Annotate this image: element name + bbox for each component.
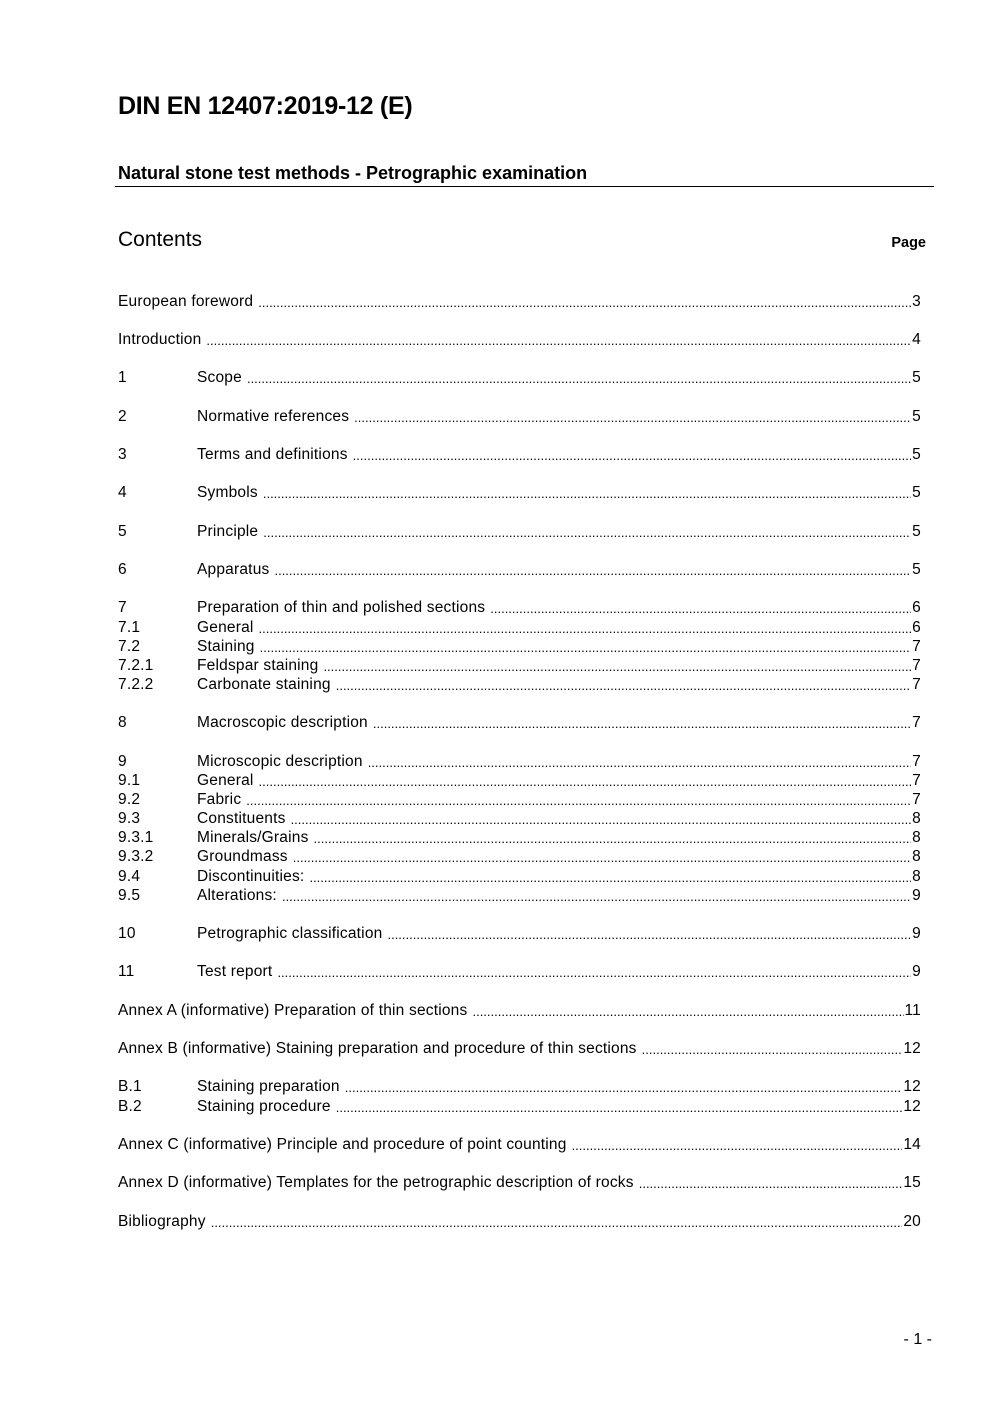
- toc-entry[interactable]: [118, 368, 921, 387]
- toc-entry-number: 4: [118, 484, 127, 501]
- title-underline: [115, 186, 934, 187]
- document-id-heading: DIN EN 12407:2019-12 (E): [118, 92, 413, 120]
- toc-dot-leader: [282, 888, 911, 905]
- toc-entry-page: 11: [904, 1002, 921, 1019]
- toc-dot-leader: [263, 524, 911, 541]
- toc-dot-leader: [336, 1099, 903, 1116]
- toc-entry-page: 5: [912, 408, 921, 425]
- toc-entry[interactable]: [118, 924, 921, 943]
- toc-dot-leader: [314, 830, 912, 847]
- page-column-label: Page: [891, 235, 926, 251]
- toc-entry-number: 9.3.1: [118, 829, 154, 846]
- toc-entry[interactable]: [118, 1135, 921, 1154]
- toc-dot-leader: [247, 370, 911, 387]
- toc-entry-title: Staining preparation: [197, 1078, 340, 1095]
- toc-entry[interactable]: [118, 1097, 921, 1116]
- toc-entry-title: Symbols: [197, 484, 258, 501]
- toc-dot-leader: [309, 869, 911, 886]
- toc-entry[interactable]: [118, 886, 921, 905]
- toc-entry-number: 9.4: [118, 868, 141, 885]
- toc-entry-title: Petrographic classification: [197, 925, 383, 942]
- toc-dot-leader: [336, 677, 911, 694]
- toc-entry-title: Annex C (informative) Principle and procedure of point counting: [118, 1136, 567, 1153]
- toc-entry[interactable]: [118, 790, 921, 809]
- toc-entry-page: 6: [912, 619, 921, 636]
- toc-entry-page: 8: [912, 829, 921, 846]
- toc-entry-number: 7.1: [118, 619, 141, 636]
- toc-entry-page: 5: [912, 446, 921, 463]
- toc-entry-title: General: [197, 772, 254, 789]
- toc-entry[interactable]: [118, 771, 921, 790]
- toc-dot-leader: [211, 1214, 903, 1231]
- toc-entry[interactable]: [118, 962, 921, 981]
- toc-entry-page: 8: [912, 848, 921, 865]
- toc-entry-page: 7: [912, 772, 921, 789]
- toc-entry-title: European foreword: [118, 293, 254, 310]
- toc-entry-number: 8: [118, 714, 127, 731]
- toc-entry-page: 12: [903, 1078, 921, 1095]
- toc-entry[interactable]: [118, 752, 921, 771]
- toc-entry-page: 7: [912, 791, 921, 808]
- toc-entry-number: 7.2.2: [118, 676, 154, 693]
- toc-dot-leader: [293, 849, 911, 866]
- toc-entry-number: 5: [118, 523, 127, 540]
- toc-entry[interactable]: [118, 522, 921, 541]
- toc-entry-page: 7: [912, 714, 921, 731]
- toc-entry-title: Apparatus: [197, 561, 270, 578]
- toc-entry[interactable]: [118, 330, 921, 349]
- toc-dot-leader: [258, 294, 911, 311]
- toc-dot-leader: [259, 773, 912, 790]
- toc-entry-number: 3: [118, 446, 127, 463]
- toc-entry-page: 20: [903, 1213, 921, 1230]
- toc-entry[interactable]: [118, 292, 921, 311]
- toc-entry-title: Test report: [197, 963, 273, 980]
- toc-entry-title: Terms and definitions: [197, 446, 348, 463]
- toc-entry-page: 7: [912, 753, 921, 770]
- toc-entry[interactable]: [118, 1001, 921, 1020]
- toc-entry-title: Staining procedure: [197, 1098, 331, 1115]
- toc-entry-page: 14: [903, 1136, 921, 1153]
- toc-entry-page: 8: [912, 868, 921, 885]
- toc-entry-page: 12: [903, 1040, 921, 1057]
- toc-entry-number: 9: [118, 753, 127, 770]
- toc-entry-page: 5: [912, 369, 921, 386]
- toc-entry-title: Constituents: [197, 810, 286, 827]
- toc-dot-leader: [354, 409, 911, 426]
- toc-entry[interactable]: [118, 483, 921, 502]
- toc-entry[interactable]: [118, 618, 921, 637]
- toc-entry-title: Feldspar staining: [197, 657, 319, 674]
- toc-entry-page: 9: [912, 963, 921, 980]
- toc-entry-number: B.1: [118, 1078, 142, 1095]
- toc-entry-number: 10: [118, 925, 136, 942]
- toc-dot-leader: [373, 715, 911, 732]
- toc-entry[interactable]: [118, 847, 921, 866]
- toc-dot-leader: [639, 1175, 903, 1192]
- toc-entry[interactable]: [118, 1212, 921, 1231]
- toc-entry-number: 9.2: [118, 791, 141, 808]
- toc-entry-title: Macroscopic description: [197, 714, 368, 731]
- toc-dot-leader: [572, 1137, 903, 1154]
- document-title: Natural stone test methods - Petrographic examination: [118, 163, 588, 183]
- toc-entry-page: 7: [912, 676, 921, 693]
- toc-dot-leader: [353, 447, 912, 464]
- toc-entry-title: Annex A (informative) Preparation of thin sections: [118, 1002, 468, 1019]
- toc-entry-page: 4: [912, 331, 921, 348]
- toc-entry-page: 6: [912, 599, 921, 616]
- toc-entry[interactable]: [118, 637, 921, 656]
- toc-entry-number: 9.5: [118, 887, 141, 904]
- toc-dot-leader: [472, 1003, 903, 1020]
- toc-entry-title: Alterations:: [197, 887, 277, 904]
- toc-entry-title: Annex D (informative) Templates for the petrographic description of rocks: [118, 1174, 634, 1191]
- toc-entry-title: Principle: [197, 523, 259, 540]
- toc-entry-title: Minerals/Grains: [197, 829, 309, 846]
- toc-dot-leader: [246, 792, 911, 809]
- toc-entry[interactable]: [118, 867, 921, 886]
- toc-entry-title: Groundmass: [197, 848, 288, 865]
- toc-entry-number: 7.2.1: [118, 657, 154, 674]
- toc-entry-title: Bibliography: [118, 1213, 206, 1230]
- toc-entry-number: 11: [118, 963, 135, 980]
- toc-dot-leader: [642, 1041, 903, 1058]
- toc-entry[interactable]: [118, 560, 921, 579]
- toc-dot-leader: [291, 811, 912, 828]
- toc-entry-title: Annex B (informative) Staining preparation and procedure of thin sections: [118, 1040, 637, 1057]
- toc-entry-page: 3: [912, 293, 921, 310]
- toc-entry-page: 9: [912, 925, 921, 942]
- toc-entry-page: 15: [903, 1174, 921, 1191]
- toc-entry-page: 12: [903, 1098, 921, 1115]
- toc-entry[interactable]: [118, 713, 921, 732]
- toc-entry-title: Carbonate staining: [197, 676, 331, 693]
- toc-entry-number: 2: [118, 408, 127, 425]
- toc-entry[interactable]: [118, 809, 921, 828]
- toc-entry[interactable]: [118, 598, 921, 617]
- toc-entry-title: Fabric: [197, 791, 242, 808]
- toc-entry-number: 1: [118, 369, 127, 386]
- toc-entry[interactable]: [118, 1077, 921, 1096]
- toc-entry-page: 7: [912, 638, 921, 655]
- footer-page-number: - 1 -: [903, 1331, 932, 1348]
- toc-dot-leader: [490, 600, 911, 617]
- toc-entry-title: Staining: [197, 638, 255, 655]
- toc-entry[interactable]: [118, 407, 921, 426]
- toc-dot-leader: [259, 620, 912, 637]
- toc-entry-number: 7: [118, 599, 127, 616]
- toc-entry-number: 9.3.2: [118, 848, 154, 865]
- toc-dot-leader: [387, 926, 911, 943]
- toc-dot-leader: [277, 964, 911, 981]
- contents-heading: Contents: [118, 228, 203, 251]
- toc-entry-title: Preparation of thin and polished sections: [197, 599, 486, 616]
- toc-entry-page: 5: [912, 561, 921, 578]
- toc-entry[interactable]: [118, 656, 921, 675]
- toc-entry-page: 5: [912, 523, 921, 540]
- toc-entry-page: 9: [912, 887, 921, 904]
- toc-entry-page: 7: [912, 657, 921, 674]
- toc-entry-number: 9.1: [118, 772, 141, 789]
- toc-dot-leader: [263, 485, 911, 502]
- toc-entry-number: 9.3: [118, 810, 141, 827]
- toc-entry-title: Discontinuities:: [197, 868, 305, 885]
- toc-dot-leader: [368, 754, 911, 771]
- toc-dot-leader: [323, 658, 911, 675]
- toc-entry-page: 8: [912, 810, 921, 827]
- toc-entry-title: General: [197, 619, 254, 636]
- toc-entry[interactable]: [118, 675, 921, 694]
- toc-entry[interactable]: [118, 445, 921, 464]
- toc-dot-leader: [206, 332, 911, 349]
- toc-entry-title: Microscopic description: [197, 753, 363, 770]
- toc-entry-page: 5: [912, 484, 921, 501]
- toc-dot-leader: [345, 1079, 903, 1096]
- toc-entry[interactable]: [118, 1039, 921, 1058]
- toc-entry[interactable]: [118, 1173, 921, 1192]
- toc-entry-number: B.2: [118, 1098, 142, 1115]
- toc-dot-leader: [274, 562, 911, 579]
- toc-entry-title: Introduction: [118, 331, 202, 348]
- toc-dot-leader: [260, 639, 912, 656]
- toc-entry-title: Normative references: [197, 408, 350, 425]
- toc-entry-title: Scope: [197, 369, 242, 386]
- toc-entry-number: 7.2: [118, 638, 141, 655]
- toc-entry[interactable]: [118, 828, 921, 847]
- toc-entry-number: 6: [118, 561, 127, 578]
